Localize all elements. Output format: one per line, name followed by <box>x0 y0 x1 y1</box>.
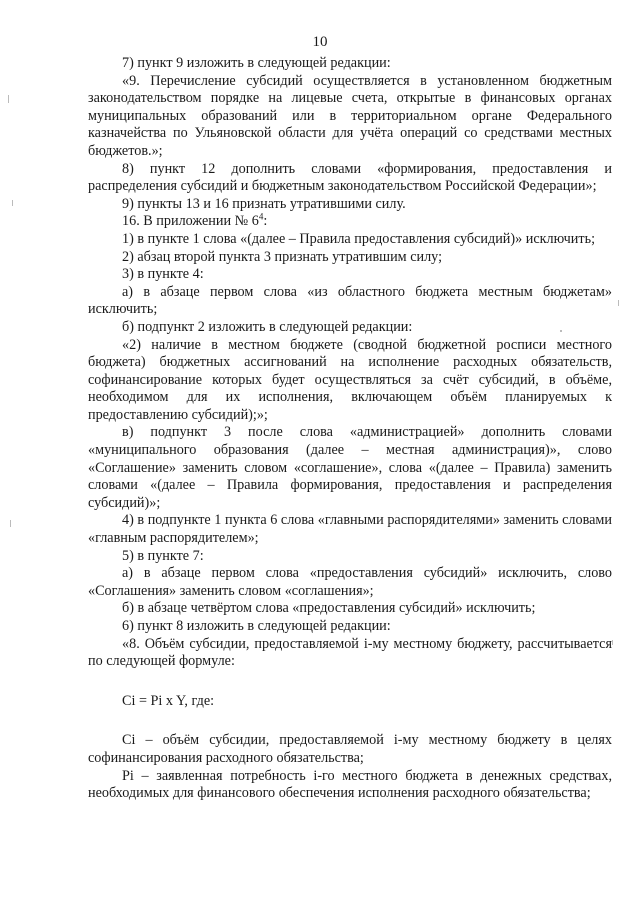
paragraph: 3) в пункте 4: <box>122 266 204 283</box>
appendix-heading <box>88 213 612 231</box>
formula: Ci = Pi x Y, где: <box>122 692 215 709</box>
paragraph: «9. Перечисление субсидий осуществляется в установленном бюджетным законодательством порядке на лицевые счета, открытые в финансовых органах муниципальных образований или в территориальном органе Федерального казначейства по Ульяновской области для учёта операций со средствами местных бюджетов.»; <box>88 72 612 159</box>
appendix-heading-text: 16. В приложении № 6 <box>122 213 259 230</box>
paragraph: б) в абзаце четвёртом слова «предоставления субсидий» исключить; <box>122 600 536 617</box>
paragraph: 9) пункты 13 и 16 признать утратившими силу. <box>122 195 406 212</box>
scan-speck <box>618 300 619 306</box>
paragraph: в) подпункт 3 после слова «администрацией» дополнить словами «муниципального образования (далее – местная администрация)», слово «Соглашение» заменить словом «соглашение», слова «(далее – Правила) заменить словами «(далее – Правила формирования, предоставления и распределения субсидий)»; <box>88 424 612 511</box>
document-body <box>88 55 612 803</box>
paragraph: б) подпункт 2 изложить в следующей редакции: <box>122 318 413 335</box>
appendix-heading-suffix: : <box>263 213 268 230</box>
paragraph: «8. Объём субсидии, предоставляемой i-му местному бюджету, рассчитывается по следующей формуле: <box>88 635 612 670</box>
paragraph: 4) в подпункте 1 пункта 6 слова «главными распорядителями» заменить словами «главным распорядителем»; <box>88 512 612 547</box>
paragraph: 8) пункт 12 дополнить словами «формирования, предоставления и распределения субсидий и бюджетным законодательством Российской Федерации»; <box>88 160 612 195</box>
scan-speck <box>10 520 11 527</box>
paragraph: а) в абзаце первом слова «предоставления субсидий» исключить, слово «Соглашения» заменить словом «соглашения»; <box>88 565 612 599</box>
page-number: 10 <box>312 34 328 50</box>
paragraph: Pi – заявленная потребность i-го местного бюджета в денежных средствах, необходимых для финансового обеспечения исполнения расходного обязательства; <box>88 767 612 802</box>
scan-speck <box>8 95 9 103</box>
scan-speck <box>560 330 562 332</box>
paragraph: 5) в пункте 7: <box>122 547 204 564</box>
scan-speck <box>612 640 613 645</box>
paragraph: 7) пункт 9 изложить в следующей редакции: <box>122 55 391 71</box>
paragraph: 6) пункт 8 изложить в следующей редакции: <box>122 618 391 634</box>
paragraph: 1) в пункте 1 слова «(далее – Правила предоставления субсидий)» исключить; <box>122 230 596 247</box>
appendix-heading-superscript: 4 <box>258 211 264 222</box>
paragraph: Ci – объём субсидии, предоставляемой i-му местному бюджету в целях софинансирования расходного обязательства; <box>88 732 612 766</box>
paragraph: а) в абзаце первом слова «из областного бюджета местным бюджетам» исключить; <box>88 283 612 318</box>
scan-speck <box>12 200 13 206</box>
paragraph: 2) абзац второй пункта 3 признать утратившим силу; <box>122 248 443 265</box>
paragraph: «2) наличие в местном бюджете (сводной бюджетной росписи местного бюджета) бюджетных ассигнований на исполнение расходных обязательств, софинансирование которых будет осуществляться за счёт субсидий, в объёме, необходимом для их исполнения, включающем объём планируемых к предоставлению субсидий);»; <box>88 336 612 423</box>
